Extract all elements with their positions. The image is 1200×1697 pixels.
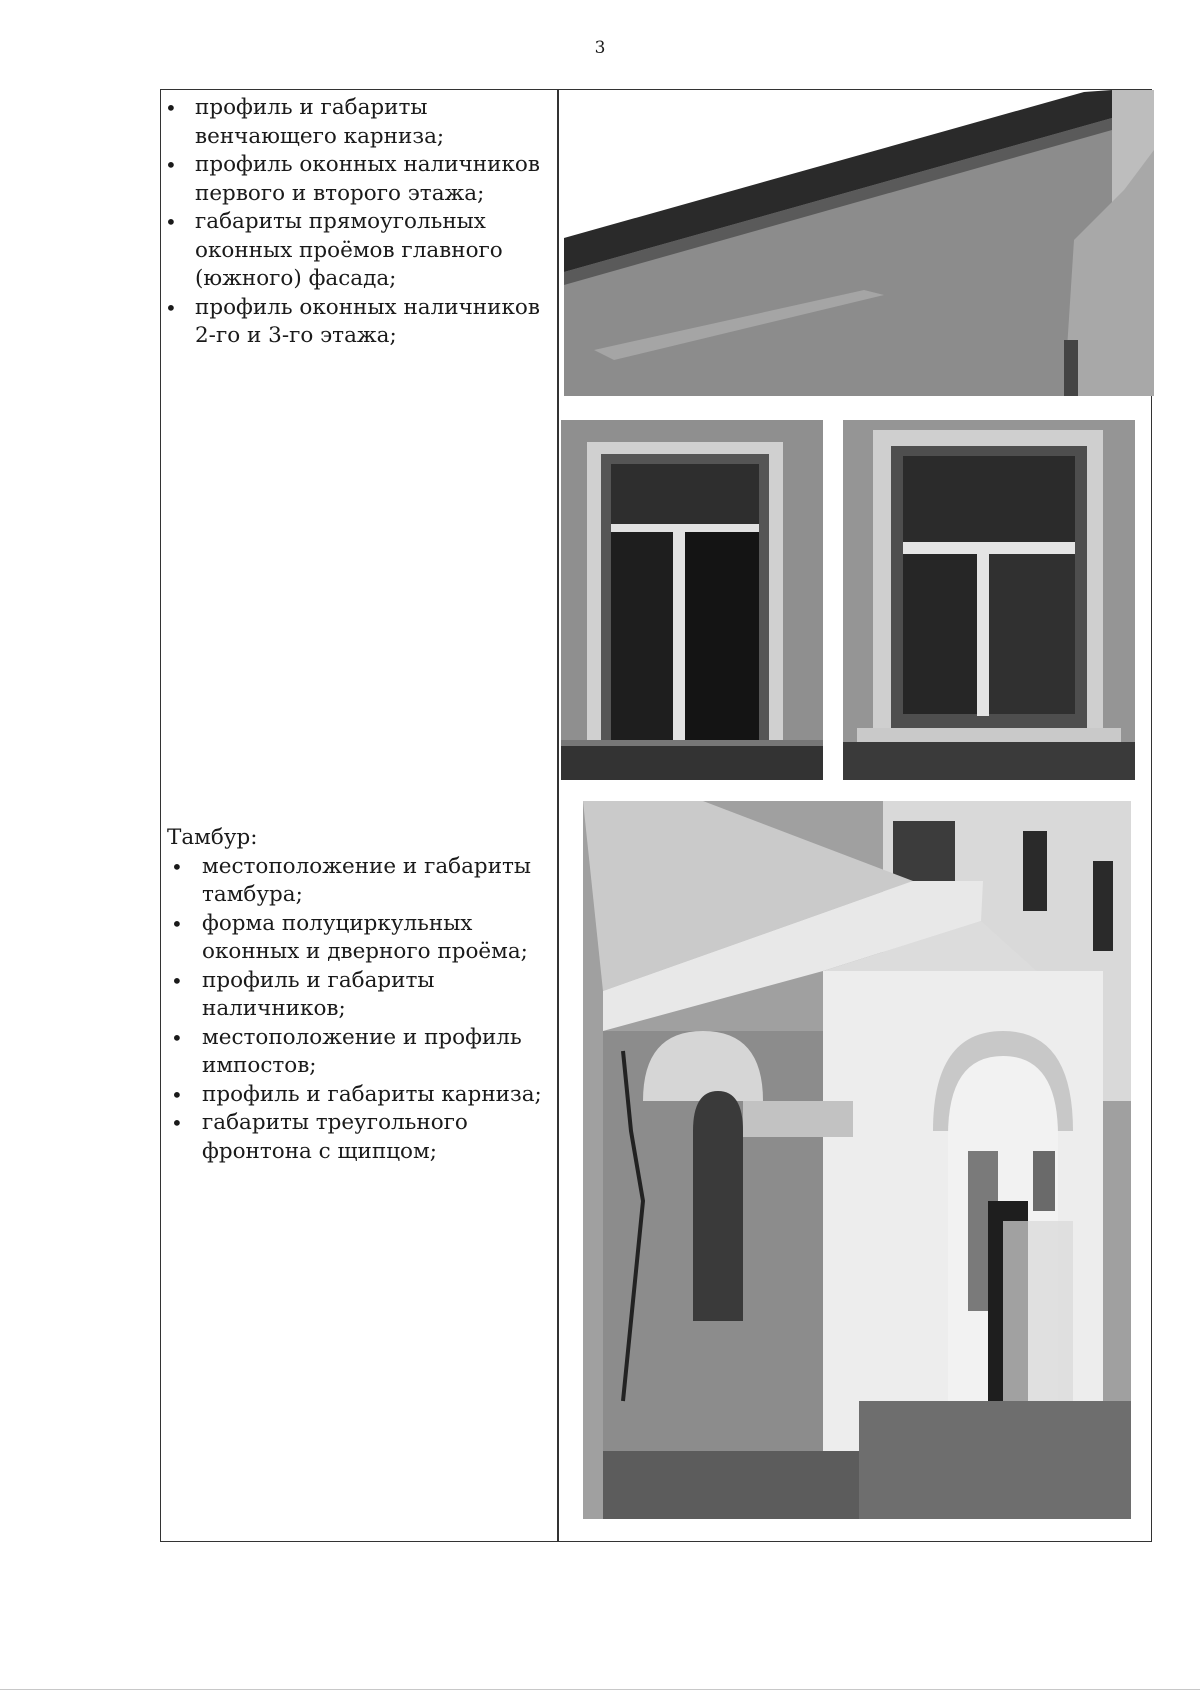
list-item: • местоположение и габариты тамбура;	[167, 853, 552, 910]
list-item: • профиль оконных наличников 2-го и 3-го этажа;	[161, 294, 551, 351]
vestibule-requirements-list	[167, 853, 552, 1167]
vestibule-heading: Тамбур:	[167, 825, 258, 850]
list-item: • профиль оконных наличников первого и второго этажа;	[161, 151, 551, 208]
list-item: • профиль и габариты венчающего карниза;	[161, 94, 551, 151]
list-item: • профиль и габариты карниза;	[167, 1081, 552, 1110]
list-item: • профиль и габариты наличников;	[167, 967, 552, 1024]
vestibule-requirements-text	[167, 824, 552, 1166]
column-divider	[557, 90, 559, 1541]
list-item: • габариты прямоугольных оконных проёмов главного (южного) фасада;	[161, 208, 551, 294]
bottom-rule	[0, 1689, 1200, 1690]
document-table	[160, 89, 1152, 1542]
window-photo-left	[561, 420, 823, 780]
cornice-photo	[564, 90, 1154, 396]
page-number: 3	[594, 38, 606, 58]
list-item: • форма полуциркульных оконных и дверного проёма;	[167, 910, 552, 967]
vestibule-photo	[583, 801, 1131, 1519]
facade-requirements-text	[161, 94, 551, 351]
window-photo-right	[843, 420, 1135, 780]
list-item: • габариты треугольного фронтона с щипцом;	[167, 1109, 552, 1166]
list-item: • местоположение и профиль импостов;	[167, 1024, 552, 1081]
facade-requirements-list	[161, 94, 551, 351]
